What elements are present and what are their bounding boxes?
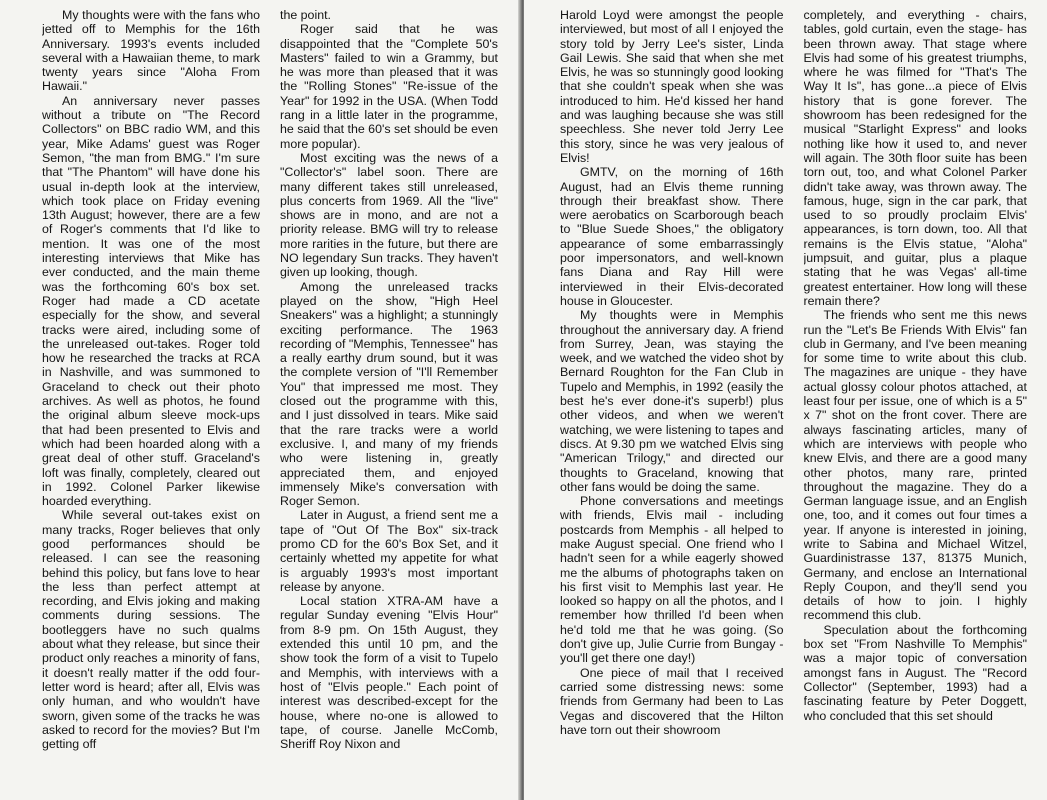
paragraph: the point. xyxy=(280,8,331,22)
right-page xyxy=(524,0,1047,800)
paragraph: My thoughts were in Memphis throughout the anniversary day. A friend from Surrey, Jean, was staying the week, and we watched the video shot by Bernard Roughton for the Fan Club in Tupelo and Memphis, in 1992 (easily the best he's ever done-it's superb!) plus other videos, and when we weren't watching, we were listening to tapes and discs. At 9.30 pm we watched Elvis sing "American Trilogy," and directed our thoughts to Graceland, knowing that other fans would be doing the same. xyxy=(560,308,784,494)
paragraph: Harold Loyd were amongst the people interviewed, but most of all I enjoyed the story told by Jerry Lee's sister, Linda Gail Lewis. She said that when she met Elvis, he was so stunningly good looking that she couldn't speak when she was introduced to him. He'd kissed her hand and was laughing because she was still speechless. She never told Jerry Lee this story, since he was very jealous of Elvis! xyxy=(560,8,784,165)
paragraph: Later in August, a friend sent me a tape of "Out Of The Box" six-track promo CD for the 60's Box Set, and it certainly whetted my appetite for what is arguably 1993's most important release by anyone. xyxy=(280,508,498,594)
paragraph: While several out-takes exist on many tracks, Roger believes that only good performances should be released. I can see the reasoning behind this policy, but fans love to hear the less than perfect attempt at recording, and Elvis joking and making comments during sessions. The bootleggers have no such qualms about what they release, but since their product only reaches a minority of fans, it doesn't really matter if the odd four-letter word is heard; after all, Elvis was only human, and who wouldn't have sworn, given some of the tracks he was asked to record for the movies? But I'm getting off xyxy=(42,508,260,752)
paragraph: An anniversary never passes without a tribute on "The Record Collectors" on BBC radio WM, and this year, Mike Adams' guest was Roger Semon, "the man from BMG." I'm sure that "The Phantom" will have done his usual in-depth look at the interview, which took place on Friday evening 13th August; however, there are a few of Roger's comments that I'd like to mention. It was one of the most interesting interviews that Mike has ever conducted, and the main theme was the forthcoming 60's box set. Roger had made a CD acetate especially for the show, and several tracks were aired, including some of the unreleased out-takes. Roger told how he researched the tracks at RCA in Nashville, and was summoned to Graceland to check out their photo archives. As well as photos, he found the original album sleeve mock-ups that had been presented to Elvis and which had been hoarded along with a great deal of other stuff. Graceland's loft was finally, completely, cleared out in 1992. Colonel Parker likewise hoarded everything. xyxy=(42,93,260,509)
paragraph: GMTV, on the morning of 16th August, had an Elvis theme running through their breakfast show. There were aerobatics on Scarborough beach to "Blue Suede Shoes," the obligatory appearance of some embarrassingly poor impersonators, and well-known fans Diana and Ray Hill were interviewed in their Elvis-decorated house in Gloucester. xyxy=(560,165,784,308)
paragraph: Speculation about the forthcoming box set "From Nashville To Memphis" was a major topic of conversation amongst fans in August. The "Record Collector" (September, 1993) had a fascinating feature by Peter Doggett, who concluded that this set should xyxy=(803,622,1027,723)
paragraph: Local station XTRA-AM have a regular Sunday evening "Elvis Hour" from 8-9 pm. On 15th August, they extended this until 10 pm, and the show took the form of a visit to Tupelo and Memphis, with interviews with a host of "Elvis people." Each point of interest was described-except for the house, where no-one is allowed to tape, of course. Janelle McComb, Sheriff Roy Nixon and xyxy=(280,594,498,752)
paragraph: Most exciting was the news of a "Collector's" label soon. There are many different takes still unreleased, plus concerts from 1969. All the "live" shows are in mono, and are not a priority release. BMG will try to release more rarities in the future, but there are NO legendary Sun tracks. They haven't given up looking, though. xyxy=(280,150,498,280)
left-page xyxy=(0,0,520,800)
paragraph: One piece of mail that I received carried some distressing news: some friends from Germany had been to Las Vegas and discovered that the Hilton have torn out their showroom xyxy=(560,665,784,737)
paragraph: My thoughts were with the fans who jetted off to Memphis for the 16th Anniversary. 1993's events included several with a Hawaiian theme, to mark twenty years since "Aloha From Hawaii." xyxy=(42,8,260,94)
left-page-column-2 xyxy=(280,8,498,800)
right-page-column-2 xyxy=(804,8,1028,800)
left-page-column-1 xyxy=(42,8,260,800)
right-page-column-1 xyxy=(560,8,784,800)
paragraph: The friends who sent me this news run the "Let's Be Friends With Elvis" fan club in Germany, and I've been meaning for some time to write about this club. The magazines are unique - they have actual glossy colour photos attached, at least four per issue, one of which is a 5" x 7" shot on the front cover. There are always fascinating articles, many of which are interviews with people who knew Elvis, and there are a good many other photos, many rare, printed throughout the magazine. They do a German language issue, and an English one, too, and it comes out four times a year. If anyone is interested in joining, write to Sabina and Michael Witzel, Guardinistrasse 137, 81375 Munich, Germany, and enclose an International Reply Coupon, and they'll send you details of how to join. I highly recommend this club. xyxy=(803,308,1027,623)
paragraph: Roger said that he was disappointed that the "Complete 50's Masters" failed to win a Grammy, but he was more than pleased that it was the "Rolling Stones" "Re-issue of the Year" for 1992 in the USA. (When Todd rang in a little later in the programme, he said that the 60's set should be even more popular). xyxy=(280,22,498,151)
paragraph: Among the unreleased tracks played on the show, "High Heel Sneakers" was a highlight; a stunningly exciting performance. The 1963 recording of "Memphis, Tennessee" has a really earthy drum sound, but it was the complete version of "I'll Remember You" that impressed me most. They closed out the programme with this, and I just dissolved in tears. Mike said that the rare tracks were a world exclusive. I, and many of my friends who were listening in, greatly appreciated them, and enjoyed immensely Mike's conversation with Roger Semon. xyxy=(280,279,498,509)
paragraph: Phone conversations and meetings with friends, Elvis mail - including postcards from Memphis - all helped to make August special. One friend who I hadn't seen for a while eagerly showed me the albums of photographs taken on his first visit to Memphis last year. He looked so happy on all the photos, and I remember how thrilled I'd been when he'd told me that he was going. (So don't give up, Julie Currie from Bungay - you'll get there one day!) xyxy=(560,494,784,666)
paragraph: completely, and everything - chairs, tables, gold curtain, even the stage- has been thrown away. That stage where Elvis had some of his greatest triumphs, where he was filmed for "That's The Way It Is", has gone...a piece of Elvis history that is gone forever. The showroom has been redesigned for the musical "Starlight Express" and looks nothing like how it used to, and never will again. The 30th floor suite has been torn out, too, and what Colonel Parker didn't take away, was thrown away. The famous, huge, sign in the car park, that used to so proudly proclaim Elvis' appearances, is torn down, too. All that remains is the Elvis statue, "Aloha" jumpsuit, and guitar, plus a plaque stating that he was Vegas' all-time greatest entertainer. How long will these remain there? xyxy=(803,8,1027,308)
